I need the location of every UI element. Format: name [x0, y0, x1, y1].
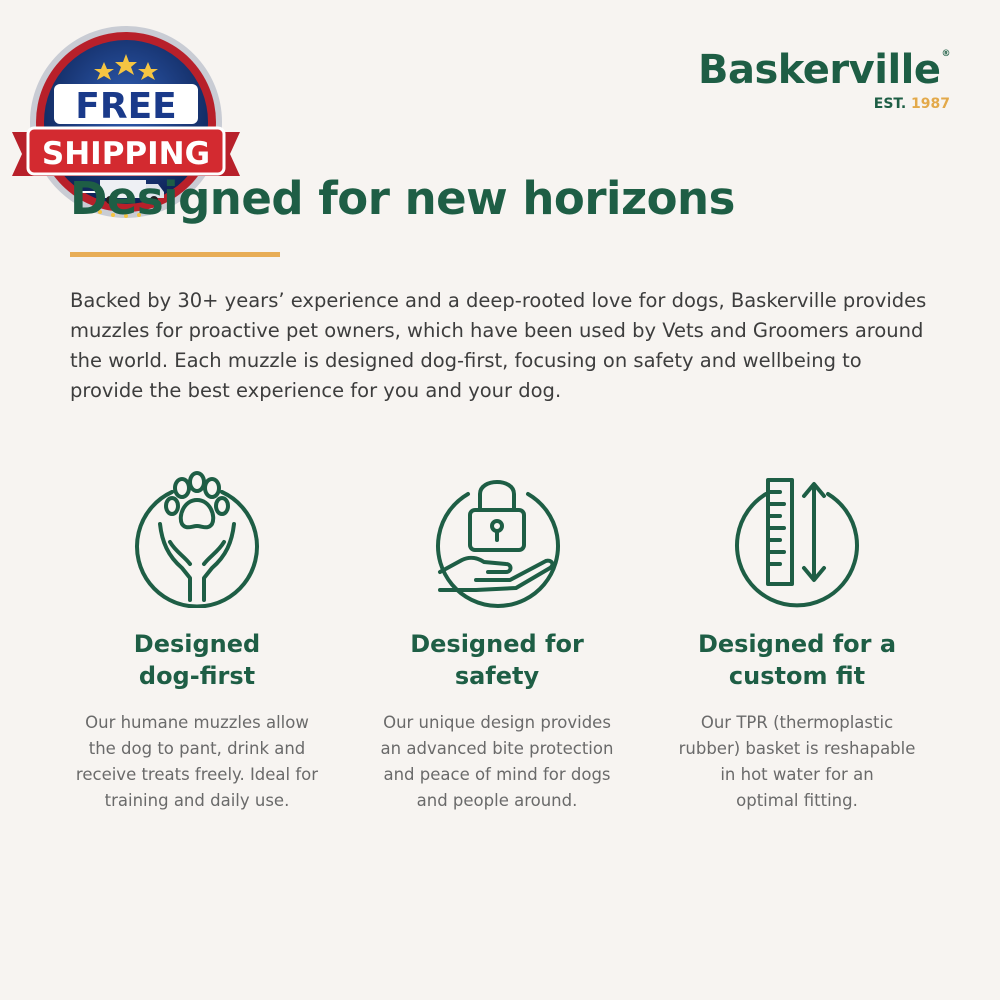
brand-name: Baskerville® [697, 47, 950, 93]
feature-dog-first [67, 468, 327, 814]
feature-safety [367, 468, 627, 814]
brand-established: EST. 1987 [873, 96, 950, 112]
feature-description: Our TPR (thermoplastic rubber) basket is reshapable in hot water for an optimal fitting. [678, 713, 916, 810]
feature-title: Designed for a custom fit [697, 630, 897, 690]
badge-free-text: FREE [75, 86, 177, 127]
padlock-hand-icon [432, 468, 562, 608]
feature-custom-fit [667, 468, 927, 814]
page-title: Designed for new horizons [70, 172, 735, 225]
ruler-arrow-icon [732, 468, 862, 608]
feature-description: Our humane muzzles allow the dog to pant, drink and receive treats freely. Ideal for training and daily use. [75, 713, 319, 810]
brand-logo [690, 47, 950, 112]
intro-paragraph: Backed by 30+ years’ experience and a deep-rooted love for dogs, Baskerville provides muzzles for proactive pet owners, which have been used by Vets and Groomers around the world. Each muzzle is designed dog-first, focusing on safety and wellbeing to provide the best experience for you and your dog. [70, 289, 927, 402]
title-underline [70, 252, 280, 257]
badge-shipping-text: SHIPPING [41, 136, 211, 172]
feature-title: Designed dog-first [133, 630, 261, 690]
paw-in-hands-icon [132, 468, 262, 608]
feature-title: Designed for safety [410, 630, 584, 690]
feature-description: Our unique design provides an advanced bite protection and peace of mind for dogs and people around. [380, 713, 614, 810]
